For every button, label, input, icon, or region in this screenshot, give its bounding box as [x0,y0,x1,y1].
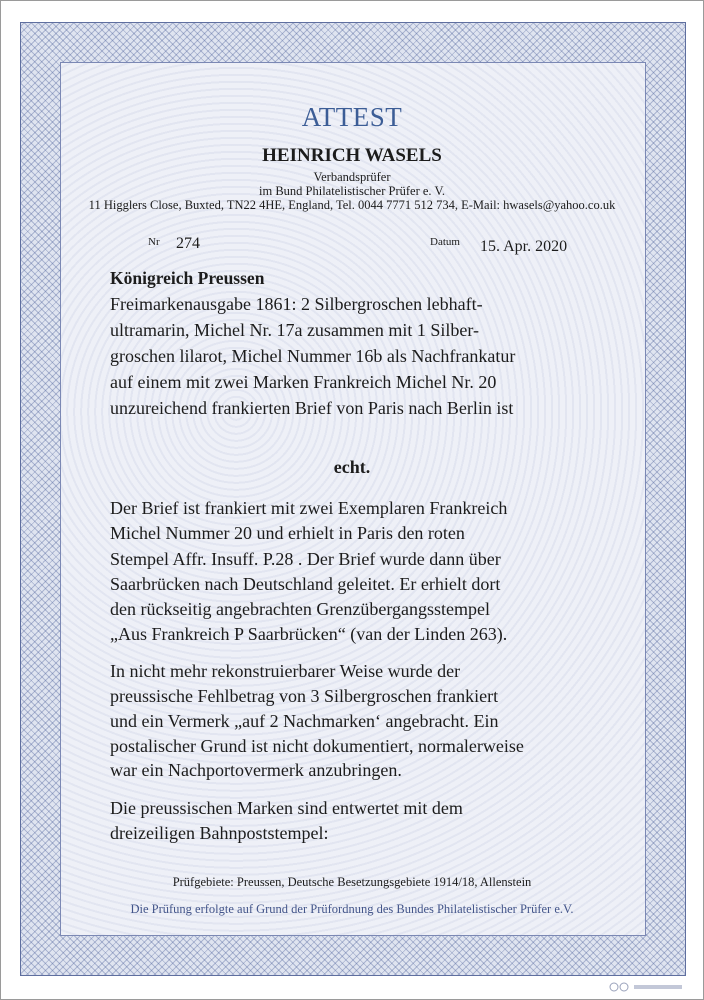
address-line: 11 Higglers Close, Buxted, TN22 4HE, England, Tel. 0044 7771 512 734, E-Mail: hwasels@yahoo.co.uk [88,198,616,212]
paragraph1-line: Stempel Affr. Insuff. P.28 . Der Brief wurde dann über [110,549,501,569]
paragraph2-line: war ein Nachportovermerk anzubringen. [110,760,402,780]
date-label: Datum [430,236,460,248]
paragraph1-line: den rückseitig angebrachten Grenzübergangsstempel [110,599,491,619]
description-line: ultramarin, Michel Nr. 17a zusammen mit 1 Silber- [110,320,480,340]
verdict: echt. [333,457,371,477]
paragraph3-line: dreizeiligen Bahnpoststempel: [110,823,329,843]
paragraph1-line: Der Brief ist frankiert mit zwei Exemplaren Frankreich [110,498,508,518]
examiner-name: HEINRICH WASELS [262,145,442,166]
paragraph2-line: In nicht mehr rekonstruierbarer Weise wurde der [110,661,461,681]
paragraph1-line: Saarbrücken nach Deutschland geleitet. Er erhielt dort [110,574,501,594]
examination-regulation: Die Prüfung erfolgte auf Grund der Prüfordnung des Bundes Philatelistischer Prüfer e.V. [130,902,574,916]
paragraph1-line: „Aus Frankreich P Saarbrücken“ (van der Linden 263). [110,624,508,644]
association-name: im Bund Philatelistischer Prüfer e. V. [259,184,445,198]
certificate-title: ATTEST [301,102,403,132]
certificate-number: 274 [176,235,200,252]
stamp-heading: Königreich Preussen [110,268,265,288]
description-line: unzureichend frankierten Brief von Paris nach Berlin ist [110,398,514,418]
paragraph2-line: und ein Vermerk „auf 2 Nachmarken‘ angebracht. Ein [110,711,499,731]
paragraph1-line: Michel Nummer 20 und erhielt in Paris den roten [110,523,465,543]
examination-areas: Prüfgebiete: Preussen, Deutsche Besetzungsgebiete 1914/18, Allenstein [172,875,532,889]
examiner-role: Verbandsprüfer [313,170,391,184]
description-line: Freimarkenausgabe 1861: 2 Silbergroschen lebhaft- [110,294,483,314]
number-label: Nr [148,236,160,248]
printer-mark-icon [608,981,688,993]
certificate-date: 15. Apr. 2020 [480,238,568,255]
paragraph3-line: Die preussischen Marken sind entwertet mit dem [110,798,463,818]
paragraph2-line: postalischer Grund ist nicht dokumentiert, normalerweise [110,736,524,756]
description-line: groschen lilarot, Michel Nummer 16b als Nachfrankatur [110,346,516,366]
description-line: auf einem mit zwei Marken Frankreich Michel Nr. 20 [110,372,497,392]
paragraph2-line: preussische Fehlbetrag von 3 Silbergroschen frankiert [110,686,499,706]
